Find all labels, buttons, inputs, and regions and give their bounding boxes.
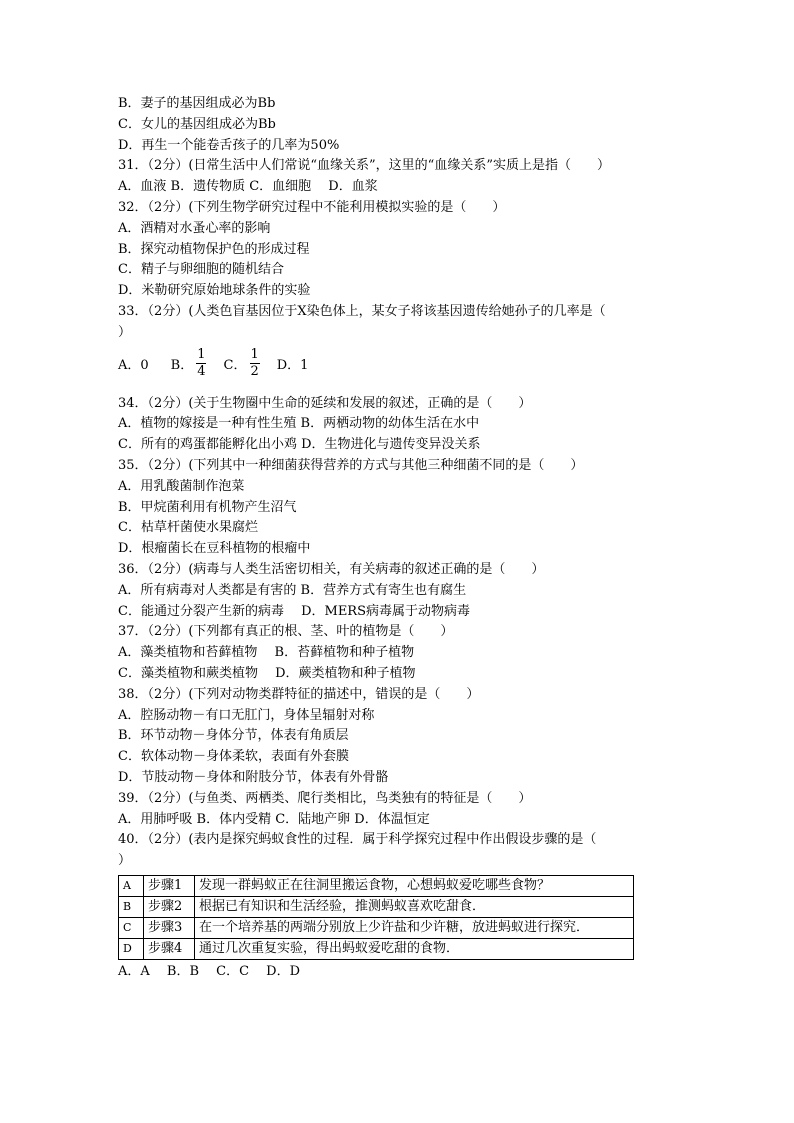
- q33-stem-line2: ）: [118, 324, 132, 340]
- q32-stem: 32．（2分）(下列生物学研究过程中不能利用模拟实验的是（ ）: [118, 199, 506, 215]
- q37-stem: 37．（2分）(下列都有真正的根、茎、叶的植物是（ ）: [118, 624, 454, 640]
- q38-option-c: C．软体动物－身体柔软，表面有外套膜: [118, 749, 349, 765]
- row-step: 步骤1: [144, 875, 195, 896]
- q33-stem-line1: 33．（2分）(人类色盲基因位于X染色体上，某女子将该基因遗传给她孙子的几率是（: [118, 303, 606, 319]
- q37-options-cd: C．藻类植物和蕨类植物 D．蕨类植物和种子植物: [118, 665, 416, 681]
- row-letter: C: [119, 917, 144, 938]
- q33-option-d: D．1: [276, 358, 309, 374]
- q33-b-numerator: 1: [197, 347, 206, 363]
- q35-option-a: A．用乳酸菌制作泡菜: [118, 478, 245, 494]
- q33-option-b-label: B．: [170, 358, 194, 374]
- q35-option-d: D．根瘤菌长在豆科植物的根瘤中: [118, 541, 311, 557]
- q32-option-a: A．酒精对水蚤心率的影响: [118, 220, 271, 236]
- q31-options: A．血液 B．遗传物质 C．血细胞 D．血浆: [118, 179, 378, 195]
- prev-option-d: D．再生一个能卷舌孩子的几率为50%: [118, 137, 340, 153]
- q33-c-denominator: 2: [250, 364, 259, 380]
- q33-option-c-label: C．: [223, 358, 247, 374]
- q36-options-cd: C．能通过分裂产生新的病毒 D．MERS病毒属于动物病毒: [118, 603, 470, 619]
- q35-option-c: C．枯草杆菌使水果腐烂: [118, 520, 258, 536]
- q39-stem: 39．（2分）(与鱼类、两栖类、爬行类相比，鸟类独有的特征是（ ）: [118, 790, 532, 806]
- q35-stem: 35．（2分）(下列其中一种细菌获得营养的方式与其他三种细菌不同的是（ ）: [118, 457, 584, 473]
- table-row: [119, 938, 634, 959]
- q33-option-a: A．0: [118, 358, 149, 374]
- row-content: 通过几次重复实验，得出蚂蚁爱吃甜的食物．: [195, 938, 634, 959]
- q38-stem: 38．（2分）(下列对动物类群特征的描述中，错误的是（ ）: [118, 686, 480, 702]
- row-letter: A: [119, 875, 144, 896]
- exam-page: [118, 94, 678, 983]
- table-row: [119, 917, 634, 938]
- row-content: 在一个培养基的两端分别放上少许盐和少许糖，放进蚂蚁进行探究．: [195, 917, 634, 938]
- table-row: [119, 875, 634, 896]
- q32-option-c: C．精子与卵细胞的随机结合: [118, 262, 284, 278]
- q34-stem: 34．（2分）(关于生物圈中生命的延续和发展的叙述，正确的是（ ）: [118, 395, 532, 411]
- q37-options-ab: A．藻类植物和苔藓植物 B．苔藓植物和种子植物: [118, 645, 415, 661]
- q40-stem-line1: 40．（2分）(表内是探究蚂蚁食性的过程．属于科学探究过程中作出假设步骤的是（: [118, 832, 597, 848]
- q33-c-numerator: 1: [250, 347, 259, 363]
- q33-b-denominator: 4: [197, 364, 206, 380]
- q38-option-d: D．节肢动物－身体和附肢分节，体表有外骨骼: [118, 769, 389, 785]
- row-step: 步骤3: [144, 917, 195, 938]
- q34-options-ab: A．植物的嫁接是一种有性生殖 B．两栖动物的幼体生活在水中: [118, 416, 480, 432]
- row-letter: B: [119, 896, 144, 917]
- q39-options: A．用肺呼吸 B．体内受精 C．陆地产卵 D．体温恒定: [118, 811, 430, 827]
- row-content: 根据已有知识和生活经验，推测蚂蚁喜欢吃甜食．: [195, 896, 634, 917]
- q32-option-d: D．米勒研究原始地球条件的实验: [118, 283, 311, 299]
- q36-stem: 36．（2分）(病毒与人类生活密切相关，有关病毒的叙述正确的是（ ）: [118, 561, 545, 577]
- q32-option-b: B．探究动植物保护色的形成过程: [118, 241, 310, 257]
- prev-option-c: C．女儿的基因组成必为Bb: [118, 116, 276, 132]
- q33-option-c-fraction: [249, 348, 259, 379]
- q38-option-a: A．腔肠动物－有口无肛门，身体呈辐射对称: [118, 707, 375, 723]
- q33-options: [118, 346, 678, 382]
- row-letter: D: [119, 938, 144, 959]
- prev-option-b: B．妻子的基因组成必为Bb: [118, 96, 276, 111]
- q35-option-b: B．甲烷菌利用有机物产生沼气: [118, 499, 297, 515]
- row-step: 步骤2: [144, 896, 195, 917]
- q38-option-b: B．环节动物－身体分节，体表有角质层: [118, 728, 349, 744]
- q40-options: A．A B．B C．C D．D: [118, 963, 301, 979]
- row-step: 步骤4: [144, 938, 195, 959]
- row-content: 发现一群蚂蚁正在往洞里搬运食物，心想蚂蚁爱吃哪些食物？: [195, 875, 634, 896]
- table-row: [119, 896, 634, 917]
- q31-stem: 31．（2分）(日常生活中人们常说“血缘关系”，这里的“血缘关系”实质上是指（ ）: [118, 158, 610, 174]
- q33-option-b-fraction: [196, 348, 206, 379]
- q40-stem-line2: ）: [118, 853, 132, 869]
- q34-options-cd: C．所有的鸡蛋都能孵化出小鸡 D．生物进化与遗传变异没关系: [118, 437, 481, 453]
- q36-options-ab: A．所有病毒对人类都是有害的 B．营养方式有寄生也有腐生: [118, 582, 467, 598]
- q40-steps-table: [118, 875, 634, 960]
